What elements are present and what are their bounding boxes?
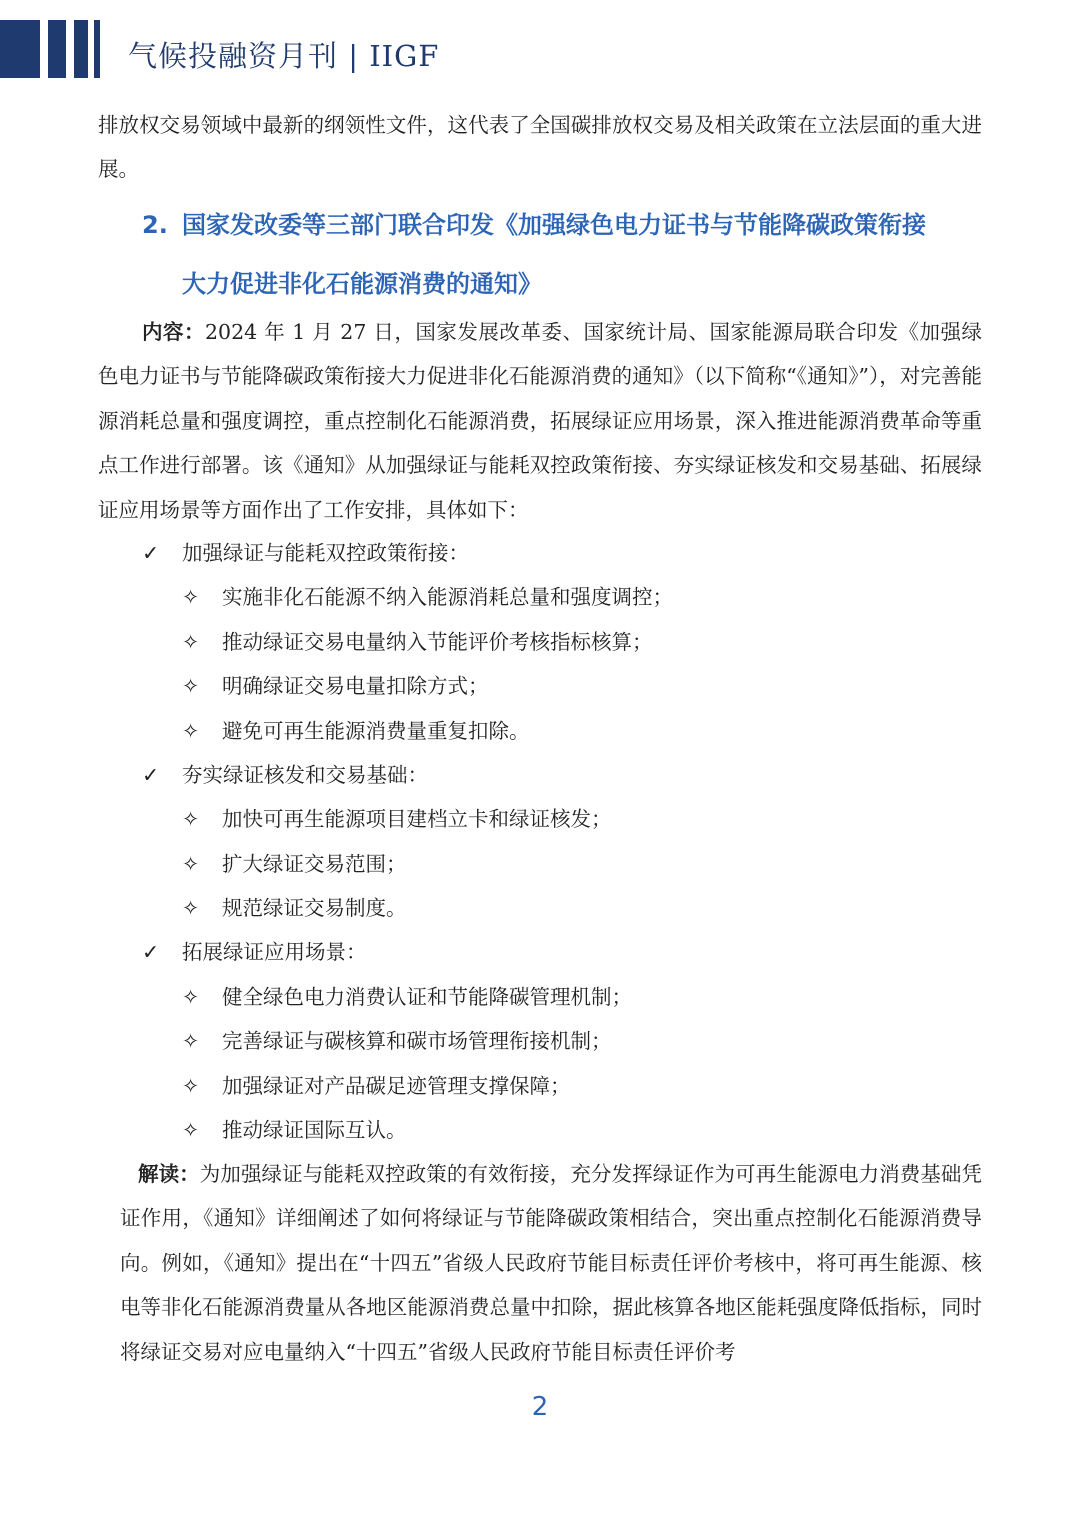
header-bar-decoration [94,20,100,78]
list-item [142,753,428,797]
header-bar-decoration [0,20,40,78]
diamond-star-icon: ✧ [182,719,200,743]
diamond-star-icon: ✧ [182,630,200,654]
sub-item: 推动绿证交易电量纳入节能评价考核指标核算； [222,630,653,654]
sub-item: 规范绿证交易制度。 [222,896,407,920]
section-heading [142,196,982,314]
page-header [0,0,1080,80]
diamond-star-icon: ✧ [182,1029,200,1053]
sub-item: 推动绿证国际互认。 [222,1118,407,1142]
sub-item: 加快可再生能源项目建档立卡和绿证核发； [222,807,612,831]
diamond-star-icon: ✧ [182,585,200,609]
interpretation-paragraph [120,1152,982,1374]
sub-item: 实施非化石能源不纳入能源消耗总量和强度调控； [222,585,673,609]
paragraph-continued: 排放权交易领域中最新的纲领性文件，这代表了全国碳排放权交易及相关政策在立法层面的重大进展。 [98,113,982,182]
diamond-star-icon: ✧ [182,852,200,876]
content-paragraph [98,310,982,532]
header-bar-decoration [74,20,88,78]
header-bar-decoration [48,20,66,78]
interpretation-lead: 解读： [138,1162,200,1186]
sub-item: 完善绿证与碳核算和碳市场管理衔接机制； [222,1029,612,1053]
group-label: 夯实绿证核发和交易基础： [182,763,428,787]
sub-item: 避免可再生能源消费量重复扣除。 [222,719,530,743]
check-icon: ✓ [142,541,160,565]
content-text: 2024 年 1 月 27 日，国家发展改革委、国家统计局、国家能源局联合印发《加强绿色电力证书与节能降碳政策衔接大力促进非化石能源消费的通知》（以下简称“《通知》”），对完善能源消耗总量和强度调控，重点控制化石能源消费，拓展绿证应用场景，深入推进能源消费革命等重点工作进行部署。该《通知》从加强绿证与能耗双控政策衔接、夯实绿证核发和交易基础、拓展绿证应用场景等方面作出了工作安排，具体如下： [98,320,982,522]
sub-item: 健全绿色电力消费认证和节能降碳管理机制； [222,985,632,1009]
group-label: 加强绿证与能耗双控政策衔接： [182,541,469,565]
publication-title: 气候投融资月刊 | IIGF [128,39,440,73]
check-icon: ✓ [142,940,160,964]
list-item [182,664,489,708]
list-item [142,930,367,974]
list-item [182,886,407,930]
diamond-star-icon: ✧ [182,985,200,1009]
diamond-star-icon: ✧ [182,896,200,920]
list-item [182,1108,407,1152]
list-item [182,1064,571,1108]
sub-item: 明确绿证交易电量扣除方式； [222,674,489,698]
list-item [182,709,530,753]
sub-item: 扩大绿证交易范围； [222,852,407,876]
diamond-star-icon: ✧ [182,1074,200,1098]
group-label: 拓展绿证应用场景： [182,940,367,964]
diamond-star-icon: ✧ [182,807,200,831]
list-item [182,975,632,1019]
list-item [182,797,612,841]
section-title-line1: 国家发改委等三部门联合印发《加强绿色电力证书与节能降碳政策衔接 [182,211,926,239]
sub-item: 加强绿证对产品碳足迹管理支撑保障； [222,1074,571,1098]
list-item [182,1019,612,1063]
diamond-star-icon: ✧ [182,1118,200,1142]
page-number: 2 [531,1392,549,1422]
content-lead: 内容： [142,320,206,344]
section-title-line2: 大力促进非化石能源消费的通知》 [182,270,542,298]
interpretation-text: 为加强绿证与能耗双控政策的有效衔接，充分发挥绿证作为可再生能源电力消费基础凭证作用，《通知》详细阐述了如何将绿证与节能降碳政策相结合，突出重点控制化石能源消费导向。例如，《通知》提出在“十四五”省级人民政府节能目标责任评价考核中，将可再生能源、核电等非化石能源消费量从各地区能源消费总量中扣除，据此核算各地区能耗强度降低指标，同时将绿证交易对应电量纳入“十四五”省级人民政府节能目标责任评价考 [120,1162,983,1364]
list-item [182,842,407,886]
check-icon: ✓ [142,763,160,787]
list-item [182,575,673,619]
diamond-star-icon: ✧ [182,674,200,698]
list-item [182,620,653,664]
section-number: 2. [142,211,168,239]
list-item [142,531,469,575]
